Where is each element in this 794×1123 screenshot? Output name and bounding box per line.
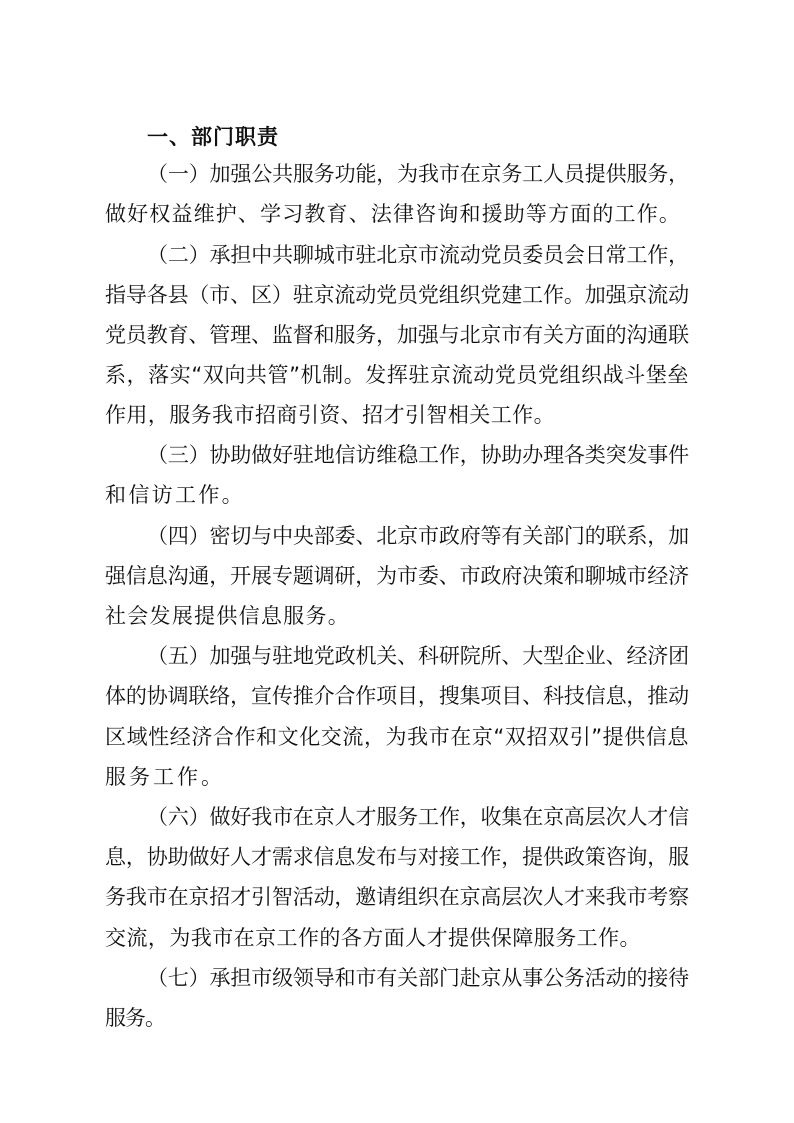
paragraph-3-line-2: 和信访工作。	[105, 483, 245, 507]
paragraph-6-line-1: （六）做好我市在京人才服务工作，收集在京高层次人才信	[147, 805, 689, 829]
paragraph-2-line-5: 作用，服务我市招商引资、招才引智相关工作。	[105, 403, 555, 427]
paragraph-5-line-4: 服务工作。	[105, 765, 225, 789]
paragraph-5-line-3: 区域性经济合作和文化交流，为我市在京“双招双引”提供信息	[105, 725, 689, 749]
paragraph-6-line-2: 息，协助做好人才需求信息发布与对接工作，提供政策咨询，服	[105, 845, 689, 869]
paragraph-6-line-3: 务我市在京招才引智活动，邀请组织在京高层次人才来我市考察	[105, 885, 689, 909]
paragraph-7-line-2: 服务。	[105, 1006, 165, 1030]
section-heading: 一、部门职责	[147, 125, 279, 149]
paragraph-2-line-3: 党员教育、管理、监督和服务，加强与北京市有关方面的沟通联	[105, 323, 689, 347]
paragraph-3-line-1: （三）协助做好驻地信访维稳工作，协助办理各类突发事件	[147, 443, 689, 467]
paragraph-5-line-1: （五）加强与驻地党政机关、科研院所、大型企业、经济团	[147, 644, 689, 668]
paragraph-4-line-1: （四）密切与中央部委、北京市政府等有关部门的联系，加	[147, 524, 689, 548]
paragraph-1-line-2: 做好权益维护、学习教育、法律咨询和援助等方面的工作。	[105, 202, 681, 226]
paragraph-4-line-2: 强信息沟通，开展专题调研，为市委、市政府决策和聊城市经济	[105, 564, 689, 588]
paragraph-7-line-1: （七）承担市级领导和市有关部门赴京从事公务活动的接待	[147, 966, 689, 990]
paragraph-4-line-3: 社会发展提供信息服务。	[105, 604, 350, 628]
paragraph-5-line-2: 体的协调联络，宣传推介合作项目，搜集项目、科技信息，推动	[105, 684, 689, 708]
paragraph-2-line-1: （二）承担中共聊城市驻北京市流动党员委员会日常工作，	[147, 243, 689, 267]
paragraph-6-line-4: 交流，为我市在京工作的各方面人才提供保障服务工作。	[105, 926, 641, 950]
paragraph-1-line-1: （一）加强公共服务功能，为我市在京务工人员提供服务，	[147, 162, 689, 186]
paragraph-2-line-4: 系，落实“双向共管”机制。发挥驻京流动党员党组织战斗堡垒	[105, 363, 689, 387]
paragraph-2-line-2: 指导各县（市、区）驻京流动党员党组织党建工作。加强京流动	[105, 283, 689, 307]
